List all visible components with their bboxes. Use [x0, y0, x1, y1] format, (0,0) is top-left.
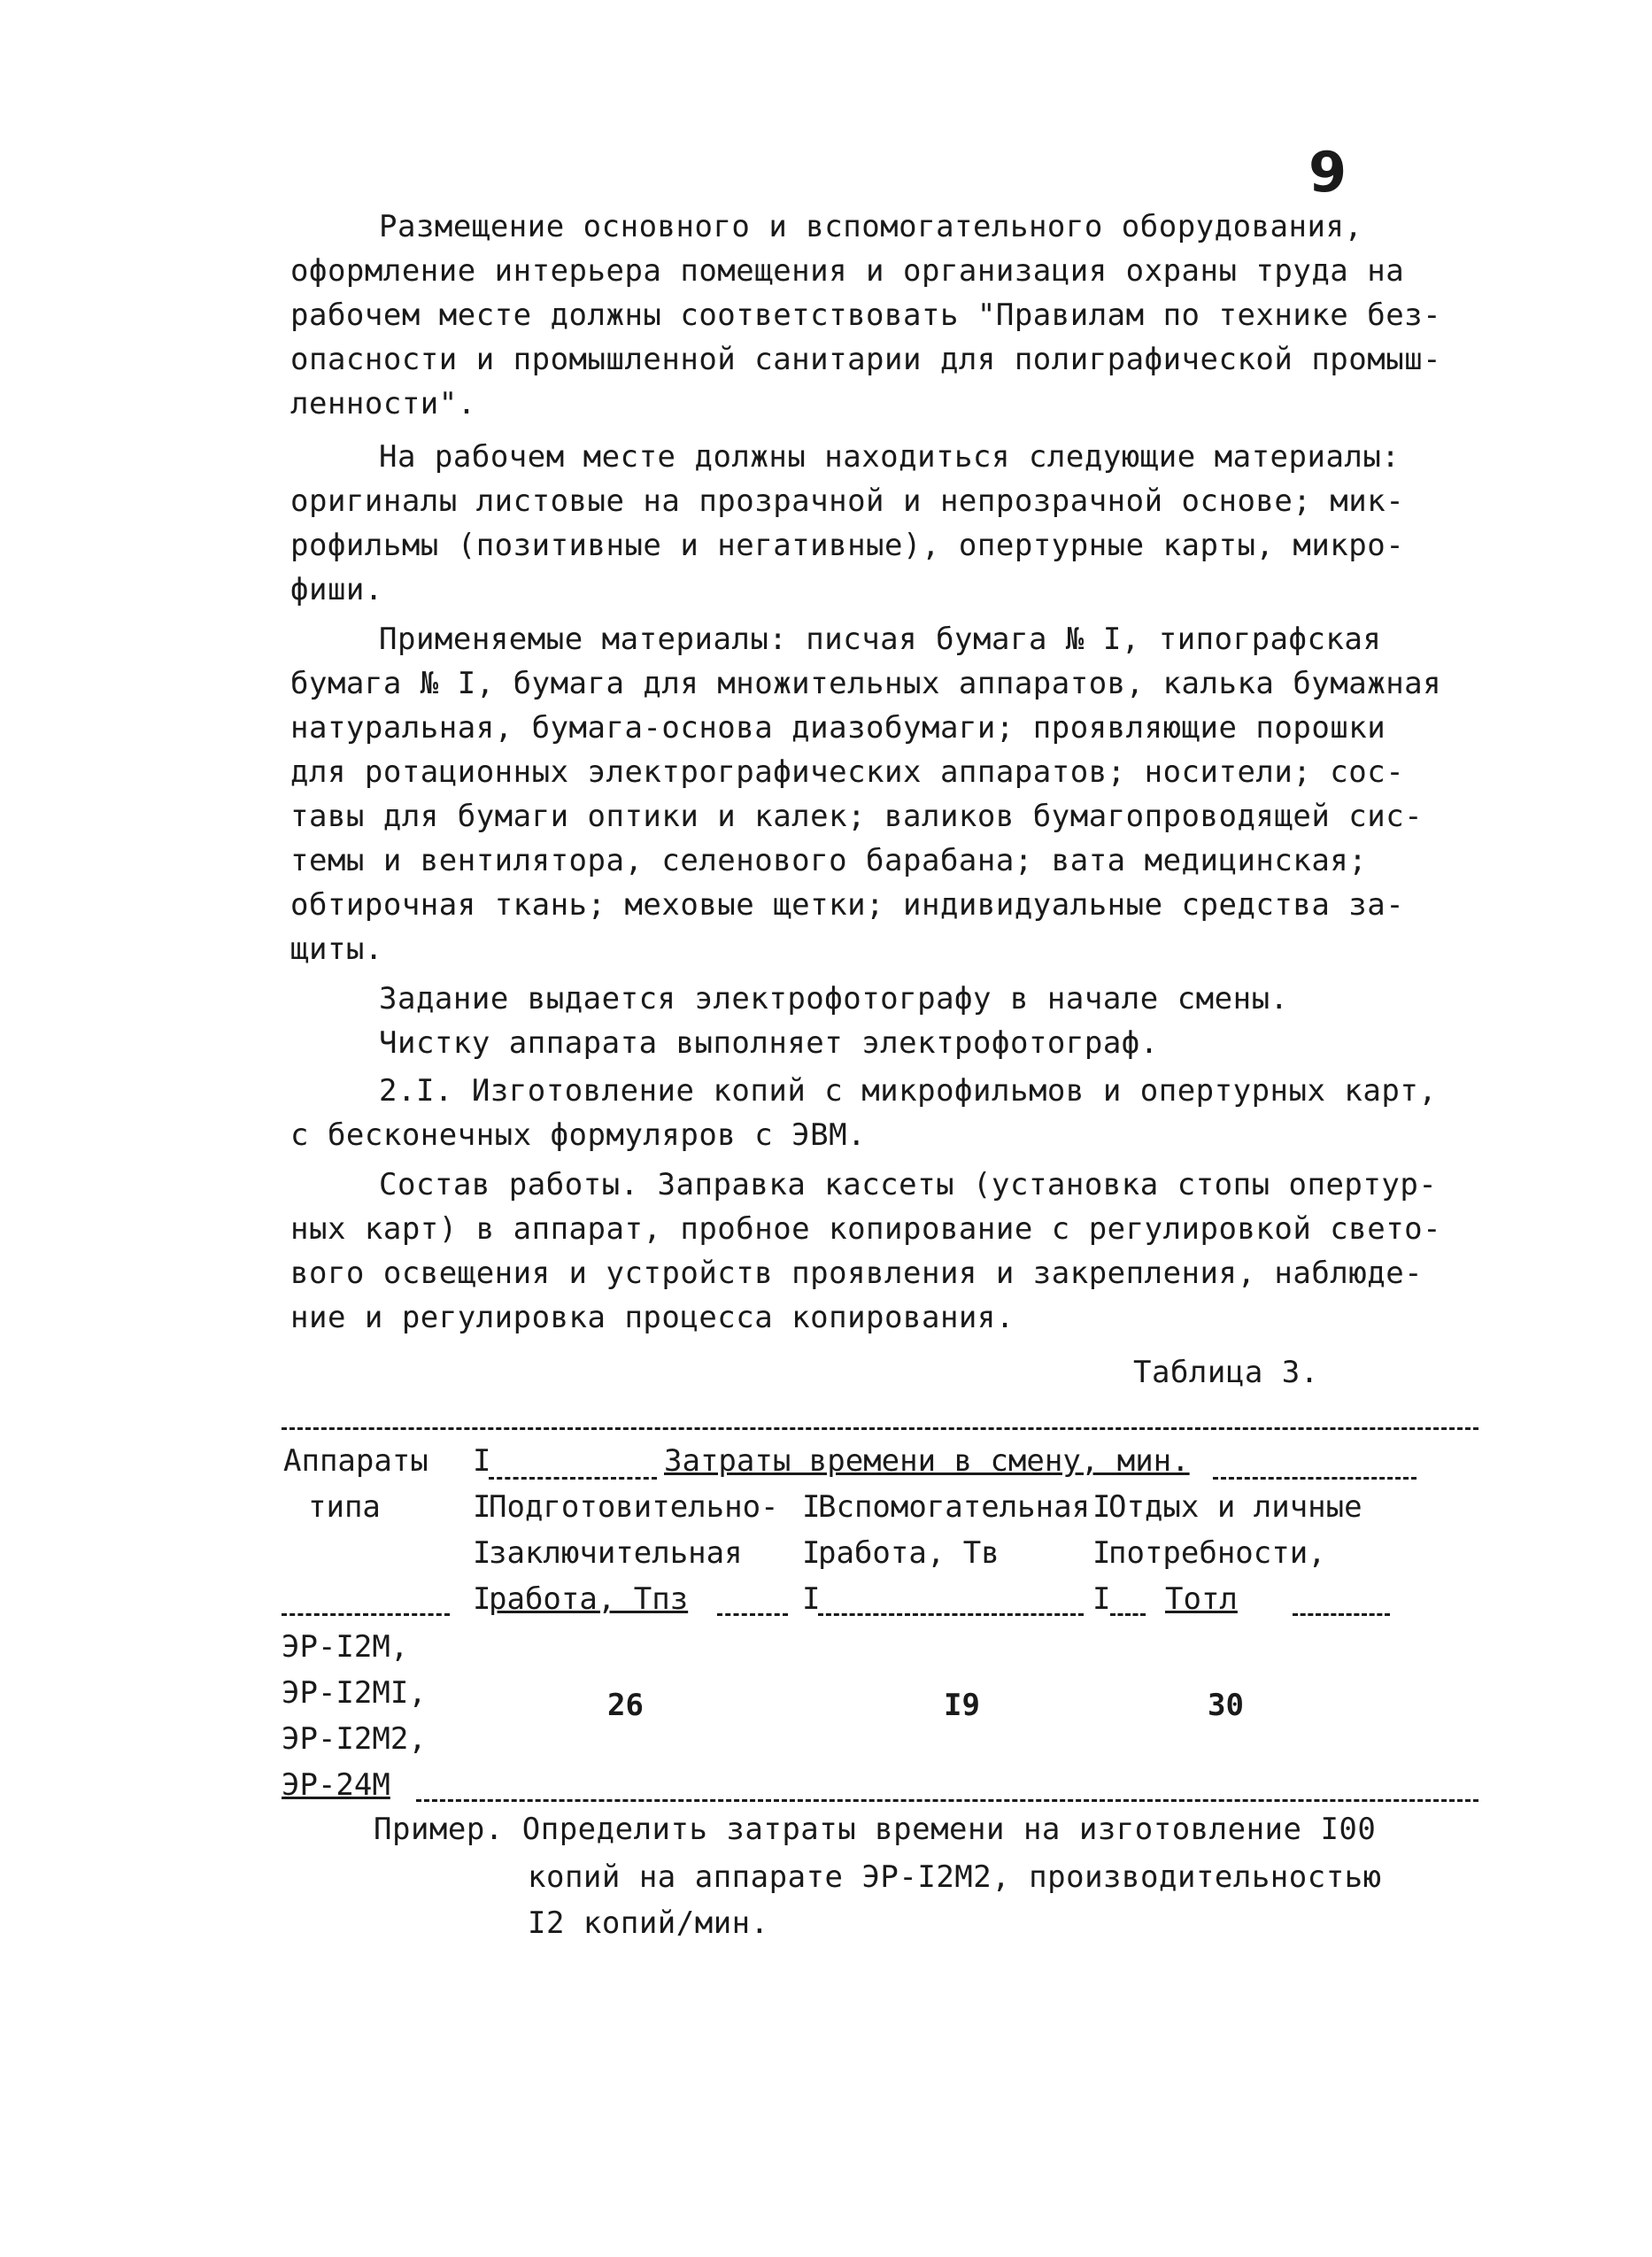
text-line: обтирочная ткань; меховые щетки; индивидуальные средства за- — [290, 887, 1405, 923]
table-rule — [1110, 1613, 1146, 1616]
table-caption: Таблица 3. — [1133, 1355, 1319, 1390]
text-line: оригиналы листовые на прозрачной и непрозрачной основе; мик- — [290, 483, 1405, 519]
text-line: ных карт) в аппарат, пробное копирование с регулировкой свето- — [290, 1211, 1442, 1247]
text-line: На рабочем месте должны находиться следующие материалы: — [379, 439, 1401, 475]
table-rule — [818, 1613, 1084, 1616]
text-line: Размещение основного и вспомогательного оборудования, — [379, 209, 1363, 244]
table-rule — [282, 1427, 1478, 1430]
example-line: Пример. Определить затраты времени на изготовление I00 — [374, 1812, 1377, 1847]
text-line: 2.I. Изготовление копий с микрофильмов и опертурных карт, — [379, 1073, 1438, 1109]
device-name: ЭР-I2М2, — [282, 1721, 427, 1757]
value-rest: 30 — [1208, 1688, 1244, 1723]
header-col-prep: работа, Тпз — [489, 1581, 689, 1617]
page-number: 9 — [1308, 140, 1347, 205]
table-rule — [282, 1613, 450, 1616]
header-separator: I — [802, 1489, 821, 1525]
text-line: фиши. — [290, 572, 383, 607]
text-line: ние и регулировка процесса копирования. — [290, 1300, 1015, 1335]
header-separator: I — [473, 1535, 491, 1571]
header-col-rest: потребности, — [1108, 1535, 1326, 1571]
device-name: ЭР-I2МI, — [282, 1675, 427, 1711]
device-name: ЭР-I2М, — [282, 1629, 409, 1665]
text-line: рабочем месте должны соответствовать "Правилам по технике без- — [290, 298, 1442, 333]
header-col-prep: заключительная — [489, 1535, 743, 1571]
text-line: рофильмы (позитивные и негативные), опертурные карты, микро- — [290, 528, 1405, 563]
header-separator: I — [1092, 1581, 1111, 1617]
header-separator: I — [1092, 1489, 1111, 1525]
example-line: копий на аппарате ЭР-I2М2, производительностью — [528, 1859, 1382, 1895]
text-line: Применяемые материалы: писчая бумага № I, типографская — [379, 622, 1382, 657]
text-line: для ротационных электрографических аппаратов; носители; сос- — [290, 754, 1405, 790]
header-col-rest: Тотл — [1165, 1581, 1238, 1617]
header-col-rest: Отдых и личные — [1108, 1489, 1363, 1525]
header-separator: I — [473, 1581, 491, 1617]
header-device: Аппараты — [283, 1443, 428, 1479]
text-line: с бесконечных формуляров с ЭВМ. — [290, 1117, 867, 1153]
header-separator: I — [473, 1489, 491, 1525]
example-line: I2 копий/мин. — [528, 1905, 769, 1941]
table-rule — [416, 1799, 1478, 1802]
header-col-aux: Вспомогательная — [818, 1489, 1091, 1525]
group-rule — [1213, 1477, 1417, 1480]
text-line: опасности и промышленной санитарии для полиграфической промыш- — [290, 342, 1442, 377]
header-col-prep: Подготовительно- — [489, 1489, 779, 1525]
value-aux: I9 — [944, 1688, 980, 1723]
text-line: оформление интерьера помещения и организация охраны труда на — [290, 253, 1405, 289]
text-line: Состав работы. Заправка кассеты (установка стопы опертур- — [379, 1167, 1438, 1202]
text-line: Чистку аппарата выполняет электрофотограф. — [379, 1025, 1159, 1061]
text-line: щиты. — [290, 931, 383, 967]
table-rule — [717, 1613, 788, 1616]
value-prep: 26 — [607, 1688, 644, 1723]
header-separator: I — [473, 1443, 491, 1479]
table-rule — [1293, 1613, 1390, 1616]
group-header: Затраты времени в смену, мин. — [664, 1443, 1190, 1479]
header-separator: I — [1092, 1535, 1111, 1571]
text-line: ленности". — [290, 386, 476, 421]
text-line: бумага № I, бумага для множительных аппаратов, калька бумажная — [290, 666, 1442, 701]
device-name: ЭР-24М — [282, 1767, 390, 1803]
text-line: вого освещения и устройств проявления и закрепления, наблюде- — [290, 1256, 1424, 1291]
header-separator: I — [802, 1581, 821, 1617]
header-device: типа — [308, 1489, 381, 1525]
header-col-aux: работа, Тв — [818, 1535, 1000, 1571]
group-rule — [489, 1477, 657, 1480]
text-line: тавы для бумаги оптики и калек; валиков бумагопроводящей сис- — [290, 799, 1424, 834]
text-line: темы и вентилятора, селенового барабана; вата медицинская; — [290, 843, 1368, 878]
text-line: Задание выдается электрофотографу в начале смены. — [379, 981, 1289, 1016]
header-separator: I — [802, 1535, 821, 1571]
text-line: натуральная, бумага-основа диазобумаги; проявляющие порошки — [290, 710, 1386, 746]
